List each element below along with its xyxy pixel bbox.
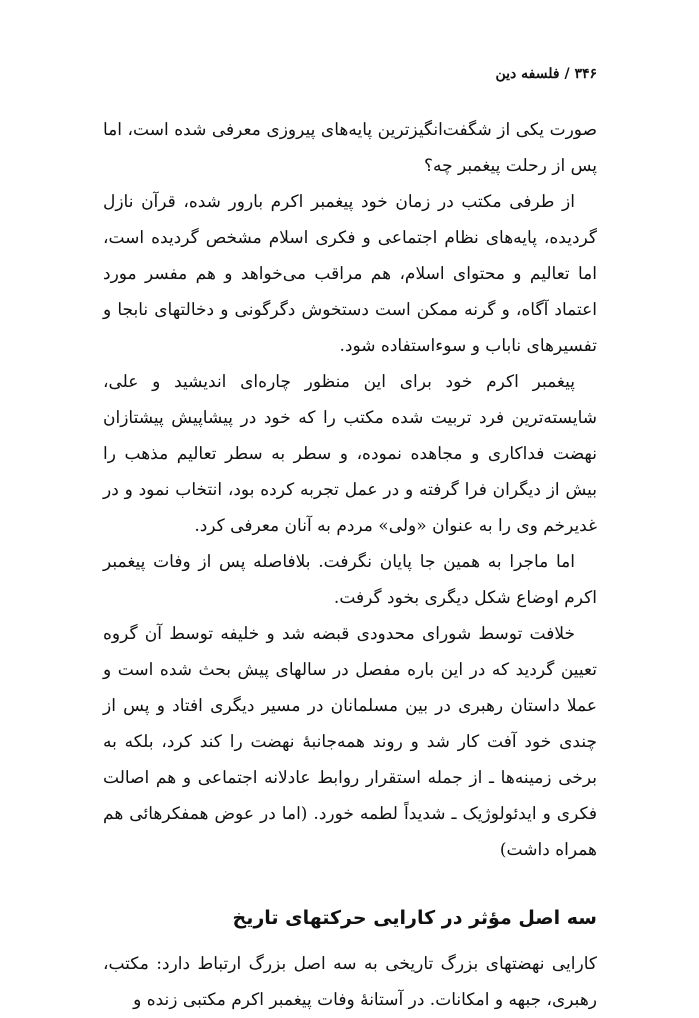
paragraph-5: خلافت توسط شورای محدودی قبضه شد و خلیفه توسط آن گروه تعیین گردید که در این باره مفصل در سالهای پیش بحث شده است و عملا داستان رهبری در بین مسلمانان در مسیر دیگری افتاد و پس از چندی خود آفت کار شد و روند همه‌جانبهٔ نهضت را کند کرد، بلکه به برخی زمینه‌ها ـ از جمله استقرار روابط عادلانه اجتماعی و هم اصالت فکری و ایدئولوژیک ـ شدیداً لطمه خورد. (اما در عوض همفکرهائی هم همراه داشت) [103,624,597,860]
running-header: ۳۴۶ / فلسفه دین [495,66,597,82]
paragraph-1: صورت یکی از شگفت‌انگیزترین پایه‌های پیروزی معرفی شده است، اما پس از رحلت پیغمبر چه؟ [103,120,597,176]
paragraph-4: اما ماجرا به همین جا پایان نگرفت. بلافاصله پس از وفات پیغمبر اکرم اوضاع شکل دیگری بخود گرفت. [103,552,597,608]
paragraph-2: از طرفی مکتب در زمان خود پیغمبر اکرم بارور شده، قرآن نازل گردیده، پایه‌های نظام اجتماعی و فکری اسلام مشخص گردیده است، اما تعالیم و محتوای اسلام، هم مراقب می‌خواهد و هم مفسر مورد اعتماد آگاه، و گرنه ممکن است دستخوش دگرگونی و دخالتهای نابجا و تفسیرهای ناباب و سوءاستفاده شود. [103,192,597,356]
body-text [103,112,597,1018]
paragraph-3: پیغمبر اکرم خود برای این منظور چاره‌ای اندیشید و علی، شایسته‌ترین فرد تربیت شده مکتب را که خود در پیشاپیش پیشتازان نهضت فداکاری و مجاهده نموده، و سطر به سطر تعالیم مذهب را بیش از دیگران فرا گرفته و در عمل تجربه کرده بود، انتخاب نمود و در غدیرخم وی را به عنوان «ولی» مردم به آنان معرفی کرد. [103,372,597,536]
section-paragraph-1: کارایی نهضتهای بزرگ تاریخی به سه اصل بزرگ ارتباط دارد: مکتب، رهبری، جبهه و امکانات. در آستانهٔ وفات پیغمبر اکرم مکتبی زنده و [103,954,597,1010]
section-heading: سه اصل مؤثر در کارایی حرکتهای تاریخ [232,907,597,929]
